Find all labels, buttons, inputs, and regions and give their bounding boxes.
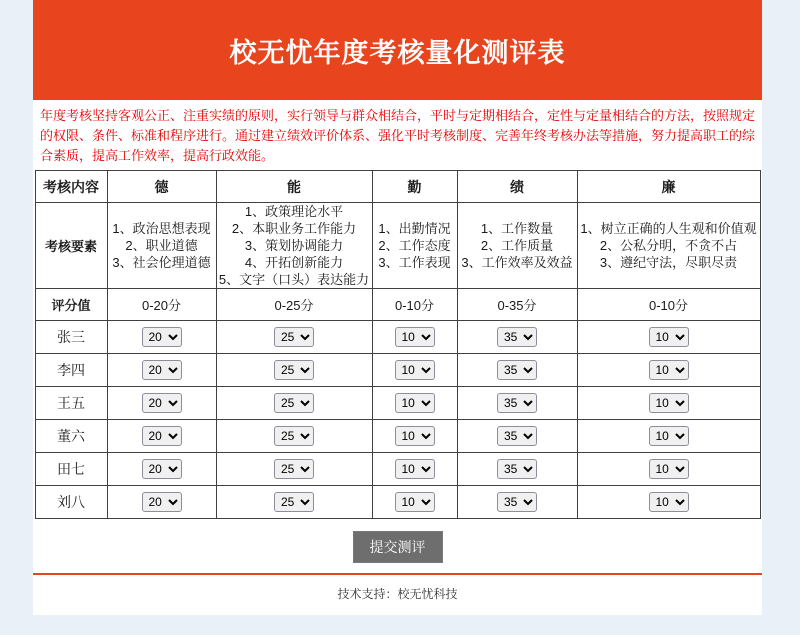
column-header-de: 德	[107, 171, 216, 203]
person-name: 董六	[35, 420, 107, 453]
person-name: 李四	[35, 354, 107, 387]
score-select[interactable]	[395, 459, 435, 479]
element-item: 1、树立正确的人生观和价值观	[580, 221, 757, 236]
score-select[interactable]	[497, 426, 537, 446]
submit-button[interactable]: 提交测评	[353, 531, 443, 563]
score-select[interactable]	[649, 459, 689, 479]
table-header-row	[35, 171, 760, 203]
element-item: 2、本职业务工作能力	[231, 221, 357, 236]
score-select[interactable]	[142, 426, 182, 446]
score-select[interactable]	[649, 360, 689, 380]
score-cell	[372, 486, 457, 519]
score-cell	[577, 453, 760, 486]
header-banner	[33, 0, 762, 100]
column-header-lian: 廉	[577, 171, 760, 203]
score-cell	[457, 387, 577, 420]
elements-cell-lian	[577, 203, 760, 289]
score-select[interactable]	[274, 327, 314, 347]
table-row	[35, 453, 760, 486]
evaluation-table	[35, 170, 761, 519]
elements-cell-ji	[457, 203, 577, 289]
person-name: 田七	[35, 453, 107, 486]
element-item: 1、政策理论水平	[244, 204, 344, 219]
score-select[interactable]	[274, 360, 314, 380]
score-cell	[216, 354, 372, 387]
score-select[interactable]	[142, 360, 182, 380]
score-cell	[457, 486, 577, 519]
element-item: 1、出勤情况	[378, 221, 451, 236]
elements-label: 考核要素	[35, 203, 107, 289]
elements-cell-neng	[216, 203, 372, 289]
score-cell	[577, 387, 760, 420]
header-label: 考核内容	[35, 171, 107, 203]
element-item: 5、文字（口头）表达能力	[218, 272, 370, 287]
element-item: 2、工作质量	[480, 238, 554, 253]
element-item: 3、工作表现	[378, 255, 451, 270]
score-select[interactable]	[497, 360, 537, 380]
score-cell	[457, 354, 577, 387]
score-select[interactable]	[395, 492, 435, 512]
score-select[interactable]	[649, 393, 689, 413]
table-row	[35, 354, 760, 387]
score-cell	[216, 387, 372, 420]
score-select[interactable]	[274, 492, 314, 512]
column-header-neng: 能	[216, 171, 372, 203]
score-select[interactable]	[274, 426, 314, 446]
score-range: 0-25分	[216, 289, 372, 321]
score-cell	[216, 321, 372, 354]
score-select[interactable]	[497, 492, 537, 512]
elements-row	[35, 203, 760, 289]
score-label: 评分值	[35, 289, 107, 321]
column-header-ji: 绩	[457, 171, 577, 203]
column-header-qin: 勤	[372, 171, 457, 203]
element-item: 1、政治思想表现	[112, 221, 211, 236]
table-row	[35, 387, 760, 420]
footer-text: 技术支持：校无忧科技	[337, 587, 458, 601]
score-cell	[457, 420, 577, 453]
score-select[interactable]	[142, 327, 182, 347]
score-cell	[577, 420, 760, 453]
score-select[interactable]	[395, 360, 435, 380]
score-cell	[372, 387, 457, 420]
score-cell	[216, 420, 372, 453]
score-select[interactable]	[497, 459, 537, 479]
person-name: 王五	[35, 387, 107, 420]
element-item: 3、遵纪守法，尽职尽责	[599, 255, 738, 270]
score-cell	[107, 420, 216, 453]
score-range: 0-10分	[577, 289, 760, 321]
element-item: 3、策划协调能力	[244, 238, 344, 253]
element-item: 3、工作效率及效益	[461, 255, 573, 270]
score-select[interactable]	[395, 327, 435, 347]
score-range-row	[35, 289, 760, 321]
score-cell	[216, 486, 372, 519]
person-name: 刘八	[35, 486, 107, 519]
element-item: 1、工作数量	[480, 221, 554, 236]
element-item: 2、工作态度	[378, 238, 451, 253]
elements-cell-de	[107, 203, 216, 289]
score-select[interactable]	[395, 426, 435, 446]
score-cell	[372, 453, 457, 486]
element-item: 3、社会伦理道德	[112, 255, 211, 270]
element-item: 2、职业道德	[125, 238, 198, 253]
score-cell	[577, 321, 760, 354]
score-select[interactable]	[649, 327, 689, 347]
score-range: 0-35分	[457, 289, 577, 321]
score-select[interactable]	[649, 426, 689, 446]
score-select[interactable]	[142, 492, 182, 512]
page-title: 校无忧年度考核量化测评表	[229, 37, 566, 68]
score-select[interactable]	[497, 393, 537, 413]
element-item: 4、开拓创新能力	[244, 255, 344, 270]
score-cell	[107, 486, 216, 519]
score-cell	[372, 321, 457, 354]
score-select[interactable]	[649, 492, 689, 512]
person-name: 张三	[35, 321, 107, 354]
score-select[interactable]	[274, 393, 314, 413]
score-cell	[457, 321, 577, 354]
table-row	[35, 420, 760, 453]
score-cell	[372, 354, 457, 387]
score-select[interactable]	[142, 393, 182, 413]
score-cell	[372, 420, 457, 453]
score-cell	[107, 354, 216, 387]
score-select[interactable]	[395, 393, 435, 413]
score-select[interactable]	[274, 459, 314, 479]
element-item: 2、公私分明，不贪不占	[599, 238, 738, 253]
score-cell	[577, 354, 760, 387]
submit-area	[33, 531, 762, 563]
intro-paragraph: 年度考核坚持客观公正、注重实绩的原则，实行领导与群众相结合，平时与定期相结合，定性与定量相结合的方法，按照规定的权限、条件、标准和程序进行。通过建立绩效评价体系、强化平时考核制度、完善年终考核办法等措施，努力提高职工的综合素质，提高工作效率，提高行政效能。	[40, 108, 756, 163]
content-container	[33, 0, 762, 615]
score-cell	[107, 387, 216, 420]
score-cell	[457, 453, 577, 486]
score-cell	[107, 453, 216, 486]
table-row	[35, 486, 760, 519]
score-range: 0-20分	[107, 289, 216, 321]
score-select[interactable]	[497, 327, 537, 347]
score-cell	[577, 486, 760, 519]
score-select[interactable]	[142, 459, 182, 479]
score-cell	[107, 321, 216, 354]
score-range: 0-10分	[372, 289, 457, 321]
table-row	[35, 321, 760, 354]
elements-cell-qin	[372, 203, 457, 289]
score-cell	[216, 453, 372, 486]
